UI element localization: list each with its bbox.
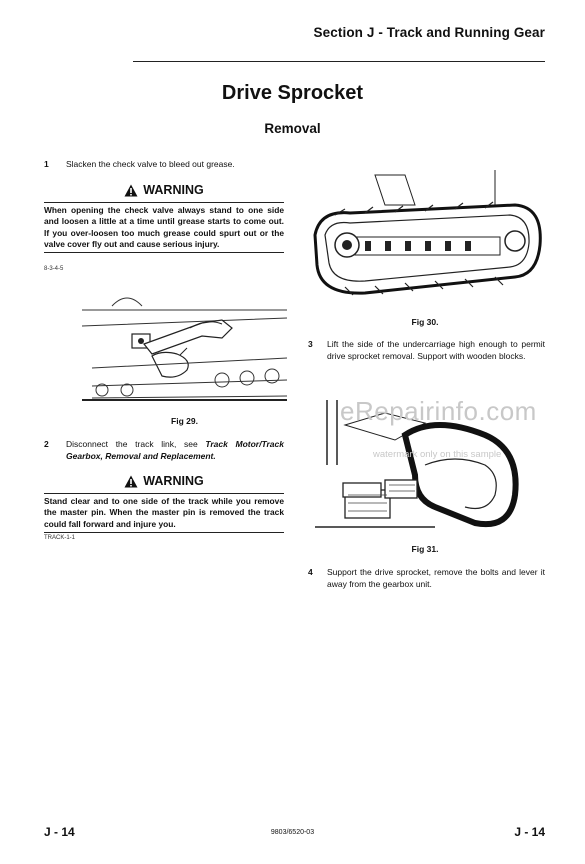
header-divider	[133, 61, 545, 62]
warning-reference: TRACK-1-1	[44, 535, 76, 541]
warning-heading-text: WARNING	[143, 183, 204, 197]
warning-text: When opening the check valve always stand to one side and loosen a little at a time until grease starts to come out. If you over-loosen too much grease could spurt out or the valve cover fly out and cause serious injury.	[44, 202, 284, 253]
warning-reference: 8-3-4-5	[44, 266, 64, 272]
step-number: 3	[308, 339, 313, 349]
step-text: Lift the side of the undercarriage high enough to permit drive sprocket removal. Support with wooden blocks.	[327, 339, 545, 361]
warning-heading	[44, 474, 284, 488]
footer-page-right: J - 14	[514, 825, 545, 839]
step-text: Slacken the check valve to bleed out grease.	[66, 159, 235, 169]
undercarriage-illustration	[305, 165, 545, 310]
step-text: Support the drive sprocket, remove the bolts and lever it away from the gearbox unit.	[327, 567, 545, 589]
step-number: 4	[308, 567, 313, 577]
cross-reference-link[interactable]: Track Motor/Track Gearbox, Removal and Replacement.	[66, 439, 284, 461]
page-title: Drive Sprocket	[221, 82, 364, 104]
footer-page-left: J - 14	[44, 825, 75, 839]
warning-triangle-icon	[124, 184, 138, 197]
warning-text: Stand clear and to one side of the track while you remove the master pin. When the master pin is removed the track could fall forward and injure you.	[44, 493, 284, 533]
watermark-note: watermark only on this sample	[373, 449, 502, 460]
section-header: Section J - Track and Running Gear	[313, 25, 545, 40]
figure-caption: Fig 31.	[411, 544, 439, 554]
figure-caption: Fig 30.	[411, 317, 439, 327]
footer-document-code: 9803/6520-03	[270, 829, 315, 836]
warning-heading	[44, 183, 284, 197]
track-link-illustration	[82, 288, 287, 408]
step-number: 2	[44, 439, 49, 449]
step-text	[66, 439, 284, 462]
step-text-prefix: Disconnect the track link, see	[66, 439, 206, 449]
step-number: 1	[44, 159, 49, 169]
warning-heading-text: WARNING	[143, 474, 204, 488]
warning-triangle-icon	[124, 475, 138, 488]
figure-caption: Fig 29.	[171, 416, 198, 426]
watermark-site: eRepairinfo.com	[340, 396, 537, 426]
section-subtitle: Removal	[264, 121, 321, 136]
